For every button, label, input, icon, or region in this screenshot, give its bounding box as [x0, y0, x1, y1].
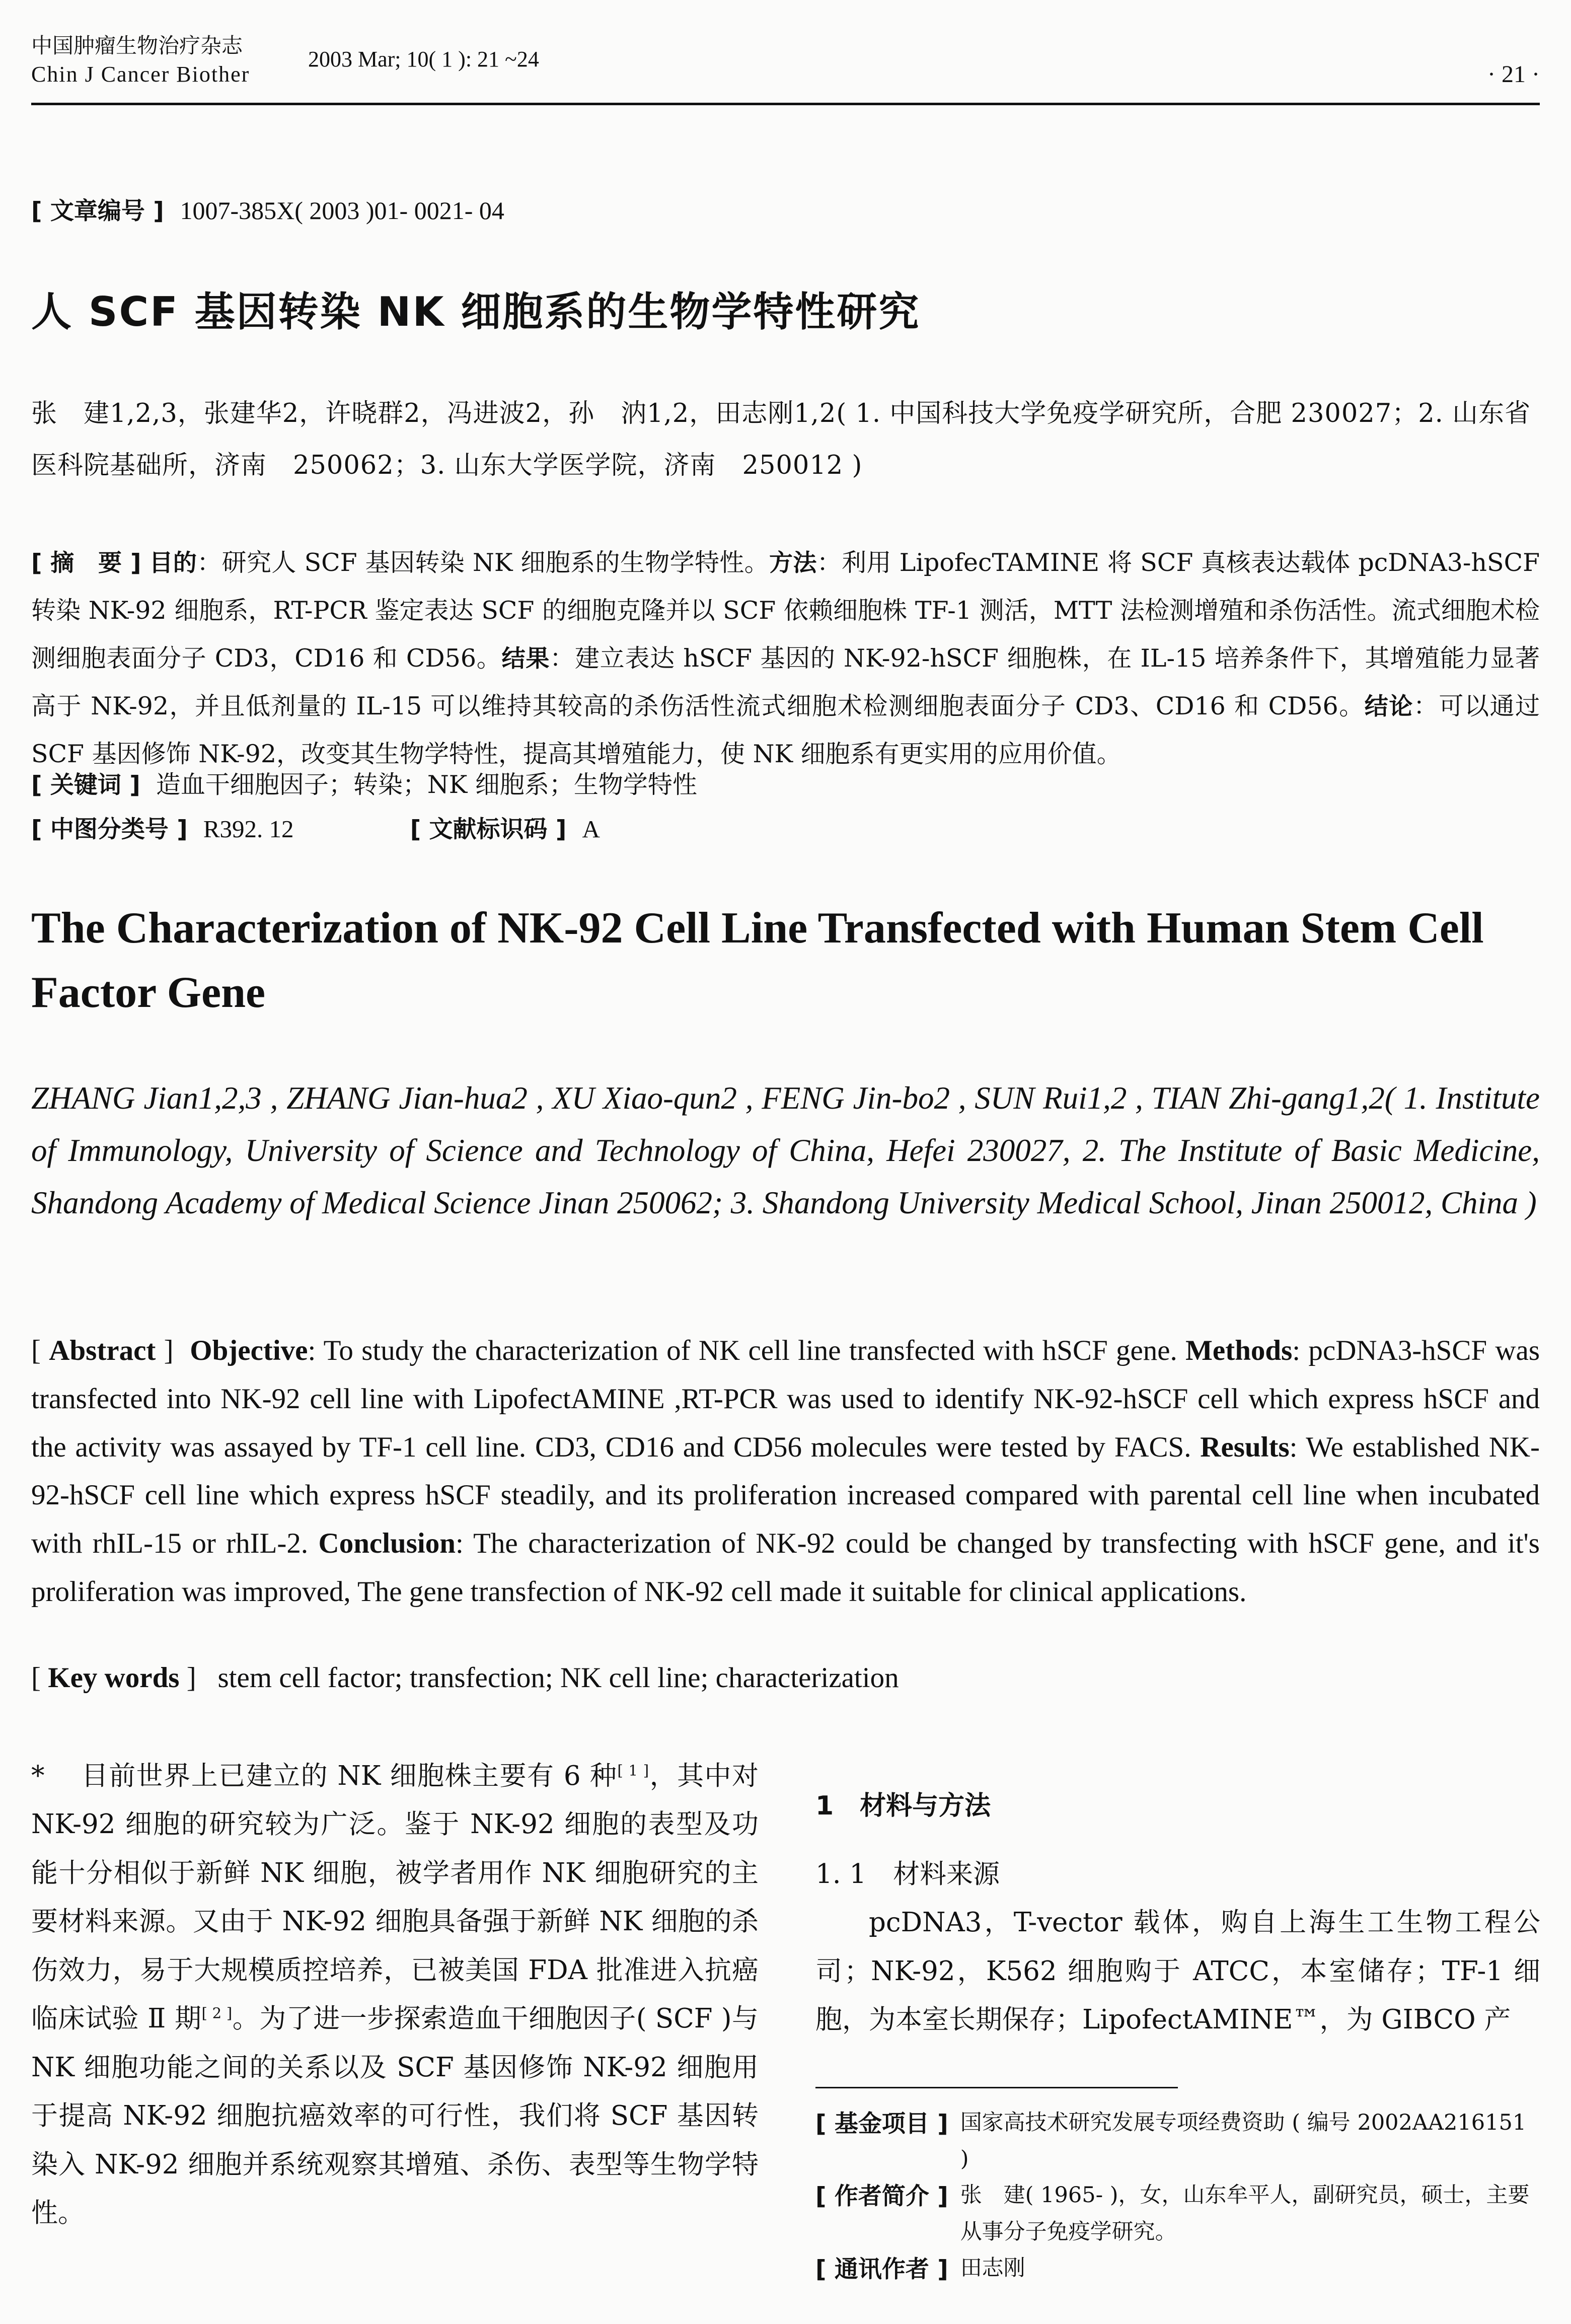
- doc-code-value: A: [582, 815, 600, 843]
- authors-en: ZHANG Jian1,2,3 , ZHANG Jian-hua2 , XU Xiao-qun2 , FENG Jin-bo2 , SUN Rui1,2 , TIAN Zhi-gang1,2( 1. Institute of Immunology, University of Science and Technology of China, Hefei 230027, 2. The Institute of Basic Medicine, Shandong Academy of Medical Science Jinan 250062; 3. Shandong University Medical School, Jinan 250012, China ): [31, 1080, 1540, 1220]
- abstract-cn-objective-label: 目的: [149, 549, 197, 577]
- abstract-cn: [ 摘 要 ] 目的：研究人 SCF 基因转染 NK 细胞系的生物学特性。方法：利用 LipofecTAMINE 将 SCF 真核表达载体 pcDNA3-hSCF 转染 NK-92 细胞系，RT-PCR 鉴定表达 SCF 的细胞克隆并以 SCF 依赖细胞株 TF-1 测活，MTT 法检测增殖和杀伤活性。流式细胞术检测细胞表面分子 CD3，CD16 和 CD56。结果：建立表达 hSCF 基因的 NK-92-hSCF 细胞株，在 IL-15 培养条件下，其增殖能力显著高于 NK-92，并且低剂量的 IL-15 可以维持其较高的杀伤活性流式细胞术检测细胞表面分子 CD3、CD16 和 CD56。结论：可以通过 SCF 基因修饰 NK-92，改变其生物学特性，提高其增殖能力，使 NK 细胞系有更实用的应用价值。: [31, 548, 1540, 769]
- clc-value: R392. 12: [203, 815, 294, 843]
- journal-issue: 2003 Mar; 10( 1 ): 21 ~24: [308, 47, 539, 71]
- abstract-en-methods: : pcDNA3-hSCF was transfected into NK-92 cell line with LipofectAMINE ,RT-PCR was used to identify NK-92-hSCF cell which express hSCF and the activity was assayed by TF-1 cell line. CD3, CD16 and CD56 molecules were tested by FACS.: [31, 1335, 1540, 1463]
- intro-text-1: 目前世界上已建立的 NK 细胞株主要有 6 种: [81, 1761, 618, 1791]
- keywords-cn-value: 造血干细胞因子；转染；NK 细胞系；生物学特性: [156, 770, 697, 799]
- abstract-cn-conclusion-label: 结论: [1364, 693, 1413, 721]
- journal-name-en: Chin J Cancer Biother: [31, 62, 250, 87]
- keywords-en-label: Key words: [48, 1662, 180, 1694]
- journal-name-cn: 中国肿瘤生物治疗杂志: [31, 33, 243, 58]
- author-bio-text: 张 建( 1965- )，女，山东牟平人，副研究员，硕士，主要从事分子免疫学研究。: [960, 2183, 1530, 2244]
- classification: [ 中图分类号 ] R392. 12 [ 文献标识码 ] A: [31, 815, 600, 843]
- doc-code-label: 文献标识码: [429, 816, 548, 843]
- keywords-cn: [ 关键词 ] 造血干细胞因子；转染；NK 细胞系；生物学特性: [31, 770, 697, 799]
- abstract-en-conclusion-label: Conclusion: [318, 1528, 456, 1559]
- fund-text: 国家高技术研究发展专项经费资助 ( 编号 2002AA216151 ): [960, 2110, 1527, 2172]
- article-number-label: 文章编号: [50, 197, 145, 225]
- abstract-en-conclusion: : The characterization of NK-92 could be changed by transfecting with hSCF gene, and it's proliferation was improved, The gene transfection of NK-92 cell made it suitable for clinical applications.: [31, 1528, 1540, 1608]
- footnotes: [815, 2104, 1540, 2290]
- author-bio-label: 作者简介: [834, 2183, 929, 2211]
- abstract-en-label: Abstract: [49, 1335, 156, 1366]
- abstract-en-results: : We established NK-92-hSCF cell line which express hSCF steadily, and its proliferation increased compared with parental cell line when incubated with rhIL-15 or rhIL-2.: [31, 1431, 1540, 1559]
- abstract-cn-methods-label: 方法: [769, 549, 817, 577]
- footnote-correspondence: [ 通讯作者 ] 田志刚: [815, 2250, 1540, 2290]
- section-heading-1: 1 材料与方法: [815, 1791, 991, 1821]
- keywords-cn-label: 关键词: [50, 771, 121, 799]
- corresponding-label: 通讯作者: [834, 2255, 929, 2283]
- clc-label: 中图分类号: [50, 816, 169, 843]
- citation-1[interactable]: [ 1 ]: [617, 1762, 649, 1779]
- intro-text-3: 。为了进一步探索造血干细胞因子( SCF )与 NK 细胞功能之间的关系以及 SCF 基因修饰 NK-92 细胞用于提高 NK-92 细胞抗癌效率的可行性，我们将 SCF 基因转染入 NK-92 细胞并系统观察其增殖、杀伤、表型等生物学特性。: [31, 2003, 759, 2229]
- subsection-heading-1-1: 1. 1 材料来源: [815, 1858, 1000, 1890]
- keywords-en: [ Key words ] stem cell factor; transfection; NK cell line; characterization: [31, 1662, 899, 1694]
- title-cn: 人 SCF 基因转染 NK 细胞系的生物学特性研究: [31, 288, 921, 335]
- abstract-cn-label: 摘 要: [50, 549, 122, 577]
- intro-paragraph: [31, 1752, 759, 2238]
- page-number: · 21 ·: [1487, 61, 1540, 88]
- abstract-en-objective-label: Objective: [190, 1335, 308, 1366]
- abstract-en-results-label: Results: [1200, 1431, 1290, 1463]
- authors-cn: 张 建1,2,3，张建华2，许晓群2，冯进波2，孙 汭1,2，田志刚1,2( 1. 中国科技大学免疫学研究所，合肥 230027；2. 山东省医科院基础所，济南 250062；3. 山东大学医学院，济南 250012 ): [31, 399, 1531, 481]
- footnote-star: *: [31, 1761, 45, 1791]
- intro-column: [31, 1752, 759, 2238]
- footnote-rule: [815, 2087, 1178, 2088]
- footnote-author: [ 作者简介 ] 张 建( 1965- )，女，山东牟平人，副研究员，硕士，主要从事分子免疫学研究。: [815, 2177, 1540, 2249]
- article-number-value: 1007-385X( 2003 )01- 0021- 04: [180, 196, 504, 225]
- footnote-fund: [ 基金项目 ] 国家高技术研究发展专项经费资助 ( 编号 2002AA216151 ): [815, 2104, 1540, 2177]
- materials-paragraph: pcDNA3，T-vector 载体，购自上海生工生物工程公司；NK-92，K562 细胞购于 ATCC，本室储存；TF-1 细胞，为本室长期保存；LipofectAMINE™，为 GIBCO 产: [815, 1907, 1540, 2035]
- fund-label: 基金项目: [834, 2110, 929, 2138]
- abstract-cn-conclusion: ：可以通过 SCF 基因修饰 NK-92，改变其生物学特性，提高其增殖能力，使 NK 细胞系有更实用的应用价值。: [31, 692, 1540, 769]
- abstract-cn-methods: ：利用 LipofecTAMINE 将 SCF 真核表达载体 pcDNA3-hSCF 转染 NK-92 细胞系，RT-PCR 鉴定表达 SCF 的细胞克隆并以 SCF 依赖细胞株 TF-1 测活，MTT 法检测增殖和杀伤活性。流式细胞术检测细胞表面分子 CD3，CD16 和 CD56。: [31, 548, 1540, 673]
- keywords-en-value: stem cell factor; transfection; NK cell line; characterization: [217, 1662, 899, 1694]
- abstract-en-methods-label: Methods: [1185, 1335, 1293, 1366]
- abstract-en: [ Abstract ] Objective: To study the characterization of NK cell line transfected with hSCF gene. Methods: pcDNA3-hSCF was transfected into NK-92 cell line with LipofectAMINE ,RT-PCR was used to identify NK-92-hSCF cell which express hSCF and the activity was assayed by TF-1 cell line. CD3, CD16 and CD56 molecules were tested by FACS. Results: We established NK-92-hSCF cell line which express hSCF steadily, and its proliferation increased compared with parental cell line when incubated with rhIL-15 or rhIL-2. Conclusion: The characterization of NK-92 could be changed by transfecting with hSCF gene, and it's proliferation was improved, The gene transfection of NK-92 cell made it suitable for clinical applications.: [31, 1335, 1540, 1608]
- citation-2[interactable]: [ 2 ]: [201, 2004, 233, 2022]
- abstract-cn-objective: ：研究人 SCF 基因转染 NK 细胞系的生物学特性。: [197, 548, 770, 577]
- abstract-en-objective: : To study the characterization of NK cell line transfected with hSCF gene.: [308, 1335, 1177, 1366]
- header-rule: [31, 103, 1540, 105]
- intro-text-2: ，其中对 NK-92 细胞的研究较为广泛。鉴于 NK-92 细胞的表型及功能十分相似于新鲜 NK 细胞，被学者用作 NK 细胞研究的主要材料来源。又由于 NK-92 细胞具备强于新鲜 NK 细胞的杀伤效力，易于大规模质控培养，已被美国 FDA 批准进入抗癌临床试验 Ⅱ 期: [31, 1761, 759, 2035]
- corresponding-author: 田志刚: [960, 2255, 1025, 2281]
- abstract-cn-results: ：建立表达 hSCF 基因的 NK-92-hSCF 细胞株，在 IL-15 培养条件下，其增殖能力显著高于 NK-92，并且低剂量的 IL-15 可以维持其较高的杀伤活性流式细胞术检测细胞表面分子 CD3、CD16 和 CD56。: [31, 644, 1540, 721]
- title-en: The Characterization of NK-92 Cell Line Transfected with Human Stem Cell Factor Gene: [31, 904, 1484, 1018]
- article-number: [ 文章编号 ] 1007-385X( 2003 )01- 0021- 04: [31, 196, 504, 225]
- abstract-cn-results-label: 结果: [501, 645, 550, 673]
- methods-column: [815, 1782, 1540, 2044]
